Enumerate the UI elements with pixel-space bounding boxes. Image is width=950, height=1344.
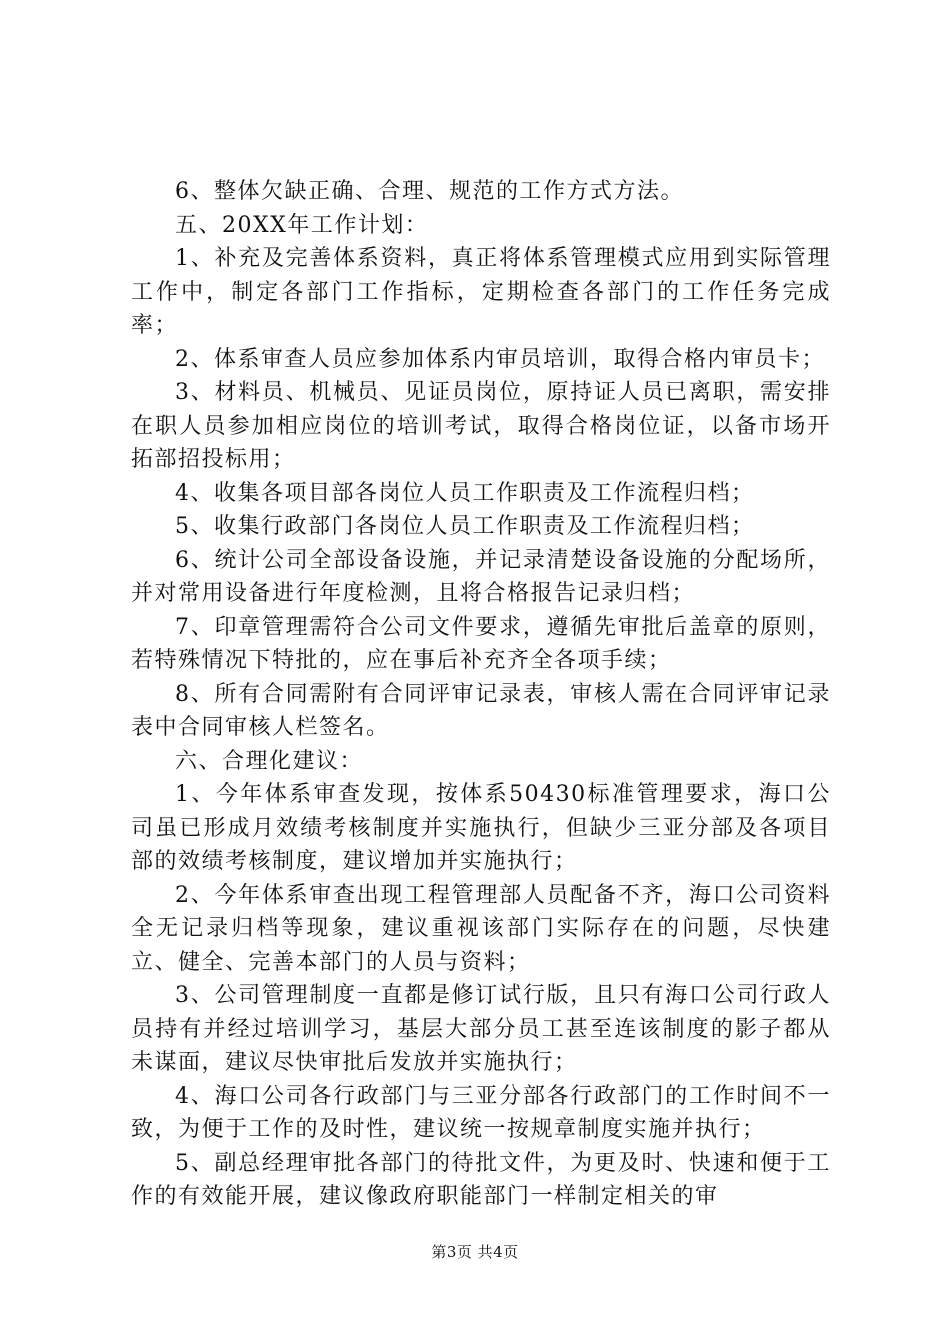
paragraph-suggestion-4: 4、海口公司各行政部门与三亚分部各行政部门的工作时间不一致，为便于工作的及时性，建议统一按规章制度实施并执行； bbox=[131, 1083, 831, 1142]
paragraph-plan-2: 2、体系审查人员应参加体系内审员培训，取得合格内审员卡； bbox=[175, 346, 825, 372]
section-heading-suggestions: 六、合理化建议： bbox=[175, 748, 364, 774]
paragraph-suggestion-5: 5、副总经理审批各部门的待批文件，为更及时、快速和便于工作的有效能开展，建议像政府职能部门一样制定相关的审 bbox=[131, 1150, 831, 1209]
paragraph-plan-3: 3、材料员、机械员、见证员岗位，原持证人员已离职，需安排在职人员参加相应岗位的培训考试，取得合格岗位证，以备市场开拓部招投标用； bbox=[131, 380, 831, 472]
paragraph-suggestion-2: 2、今年体系审查出现工程管理部人员配备不齐，海口公司资料全无记录归档等现象，建议重视该部门实际存在的问题，尽快建立、健全、完善本部门的人员与资料； bbox=[131, 882, 831, 975]
paragraph-suggestion-3: 3、公司管理制度一直都是修订试行版，且只有海口公司行政人员持有并经过培训学习，基层大部分员工甚至连该制度的影子都从未谋面，建议尽快审批后发放并实施执行； bbox=[131, 983, 831, 1075]
page-number-footer: 第3页 共4页 bbox=[431, 1243, 519, 1261]
paragraph-suggestion-1: 1、今年体系审查发现，按体系50430标准管理要求，海口公司虽已形成月效绩考核制度并实施执行，但缺少三亚分部及各项目部的效绩考核制度，建议增加并实施执行； bbox=[131, 782, 831, 874]
paragraph-plan-8: 8、所有合同需附有合同评审记录表，审核人需在合同评审记录表中合同审核人栏签名。 bbox=[131, 681, 831, 740]
section-heading-plan: 五、20XX年工作计划： bbox=[175, 212, 429, 238]
document-body bbox=[131, 175, 831, 1214]
paragraph-plan-4: 4、收集各项目部各岗位人员工作职责及工作流程归档； bbox=[175, 480, 755, 506]
paragraph-plan-6: 6、统计公司全部设备设施，并记录清楚设备设施的分配场所，并对常用设备进行年度检测，且将合格报告记录归档； bbox=[131, 547, 831, 606]
paragraph-plan-1: 1、补充及完善体系资料，真正将体系管理模式应用到实际管理工作中，制定各部门工作指标，定期检查各部门的工作任务完成率； bbox=[131, 246, 831, 338]
paragraph-plan-5: 5、收集行政部门各岗位人员工作职责及工作流程归档； bbox=[175, 514, 755, 539]
paragraph-1: 6、整体欠缺正确、合理、规范的工作方式方法。 bbox=[175, 179, 684, 204]
paragraph-plan-7: 7、印章管理需符合公司文件要求，遵循先审批后盖章的原则，若特殊情况下特批的，应在事后补充齐全各项手续； bbox=[131, 614, 831, 673]
